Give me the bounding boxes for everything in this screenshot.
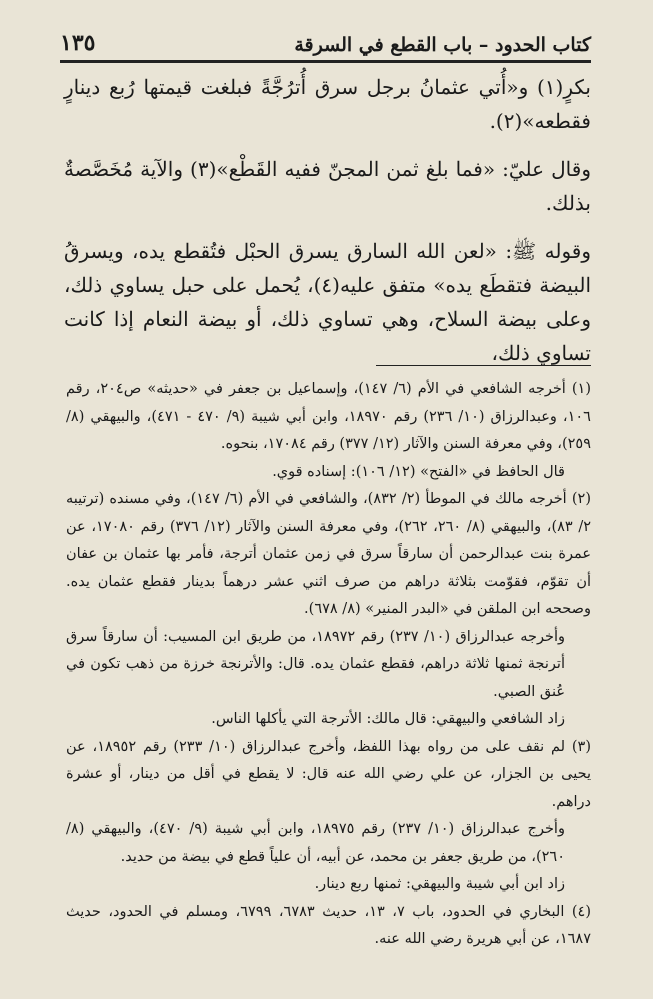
- footnote-1: (١) أخرجه الشافعي في الأم (٦/ ١٤٧)، وإسماعيل بن جعفر في «حديثه» ص٢٠٤، رقم ١٠٦، وعبدالرزاق (١٠/ ٢٣٦) رقم ١٨٩٧٠، وابن أبي شيبة (٩/ ٤٧٠ - ٤٧١)، والبيهقي (٨/ ٢٥٩)، وفي معرفة السنن والآثار (١٢/ ٣٧٧) رقم ١٧٠٨٤، بنحوه.: [66, 381, 592, 452]
- paragraph-3: وقوله ﷺ: «لعن الله السارق يسرق الحبْل فتُقطع يده، ويسرقُ البيضة فتقطَع يده» متفق عليه(٤)، يُحمل على حبل يساوي ذلك، وعلى بيضة السلاح، وهي تساوي ذلك، أو بيضة النعام إذا كانت تساوي ذلك،: [64, 239, 591, 365]
- footnote-1-cont: قال الحافظ في «الفتح» (١٢/ ١٠٦): إسناده قوي.: [272, 463, 565, 480]
- paragraph-1: بكرٍ(١) و«أُتي عثمانُ برجل سرق أُترُجَّةً فبلغت قيمتها رُبع دينارٍ فقطعه»(٢).: [64, 75, 591, 133]
- paragraph-2: وقال عليّ: «فما بلغ ثمن المجنّ ففيه القَطْع»(٣) والآية مُخَصَّصةٌ بذلك.: [64, 157, 591, 215]
- footnote-2-cont-b: زاد الشافعي والبيهقي: قال مالك: الأترجة التي يأكلها الناس.: [211, 711, 565, 727]
- page-number: ١٣٥: [60, 30, 96, 56]
- footnote-3-cont-b: زاد ابن أبي شيبة والبيهقي: ثمنها ربع دينار.: [314, 876, 565, 892]
- footnote-separator: [376, 365, 591, 366]
- footnote-3-cont-a: وأخرج عبدالرزاق (١٠/ ٢٣٧) رقم ١٨٩٧٥، وابن أبي شيبة (٩/ ٤٧٠)، والبيهقي (٨/ ٢٦٠)، من طريق جعفر بن محمد، عن أبيه، أن علياً قطع في بيضة من حديد.: [66, 821, 565, 865]
- footnote-3: (٣) لم نقف على من رواه بهذا اللفظ، وأخرج عبدالرزاق (١٠/ ٢٣٣) رقم ١٨٩٥٢، عن يحيى بن الجزار، عن علي رضي الله عنه قال: لا يقطع في أقل من دينار، أو عشرة دراهم.: [66, 738, 592, 810]
- footnotes: [66, 376, 591, 954]
- footnote-2-cont-a: وأخرجه عبدالرزاق (١٠/ ٢٣٧) رقم ١٨٩٧٢، من طريق ابن المسيب: أن سارقاً سرق أترنجة ثمنها ثلاثة دراهم، فقطع عثمان يده. قال: والأترنجة خرزة من ذهب تكون في عُنق الصبي.: [66, 628, 566, 700]
- chapter-title: كتاب الحدود – باب القطع في السرقة: [294, 34, 591, 56]
- footnote-4: (٤) البخاري في الحدود، باب ٧، ١٣، حديث ٦٧٨٣، ٦٧٩٩، ومسلم في الحدود، حديث ١٦٨٧، عن أبي هريرة رضي الله عنه.: [66, 903, 591, 947]
- footnote-2: (٢) أخرجه مالك في الموطأ (٢/ ٨٣٢)، والشافعي في الأم (٦/ ١٤٧)، وفي مسنده (ترتيبه ٢/ ٨٣)، والبيهقي (٨/ ٢٦٠، ٢٦٢)، وفي معرفة السنن والآثار (١٢/ ٣٧٦) رقم ١٧٠٨٠، عن عمرة بنت عبدالرحمن أن سارقاً سرق في زمن عثمان أترجة، فأمر بها عثمان بن عفان أن تقوّم، فقوّمت بثلاثة دراهم من صرف اثني عشر درهماً بدينار فقطع عثمان يده. وصححه ابن الملقن في «البدر المنير» (٨/ ٦٧٨).: [66, 491, 592, 617]
- running-header: [60, 26, 591, 63]
- main-text: [64, 70, 591, 384]
